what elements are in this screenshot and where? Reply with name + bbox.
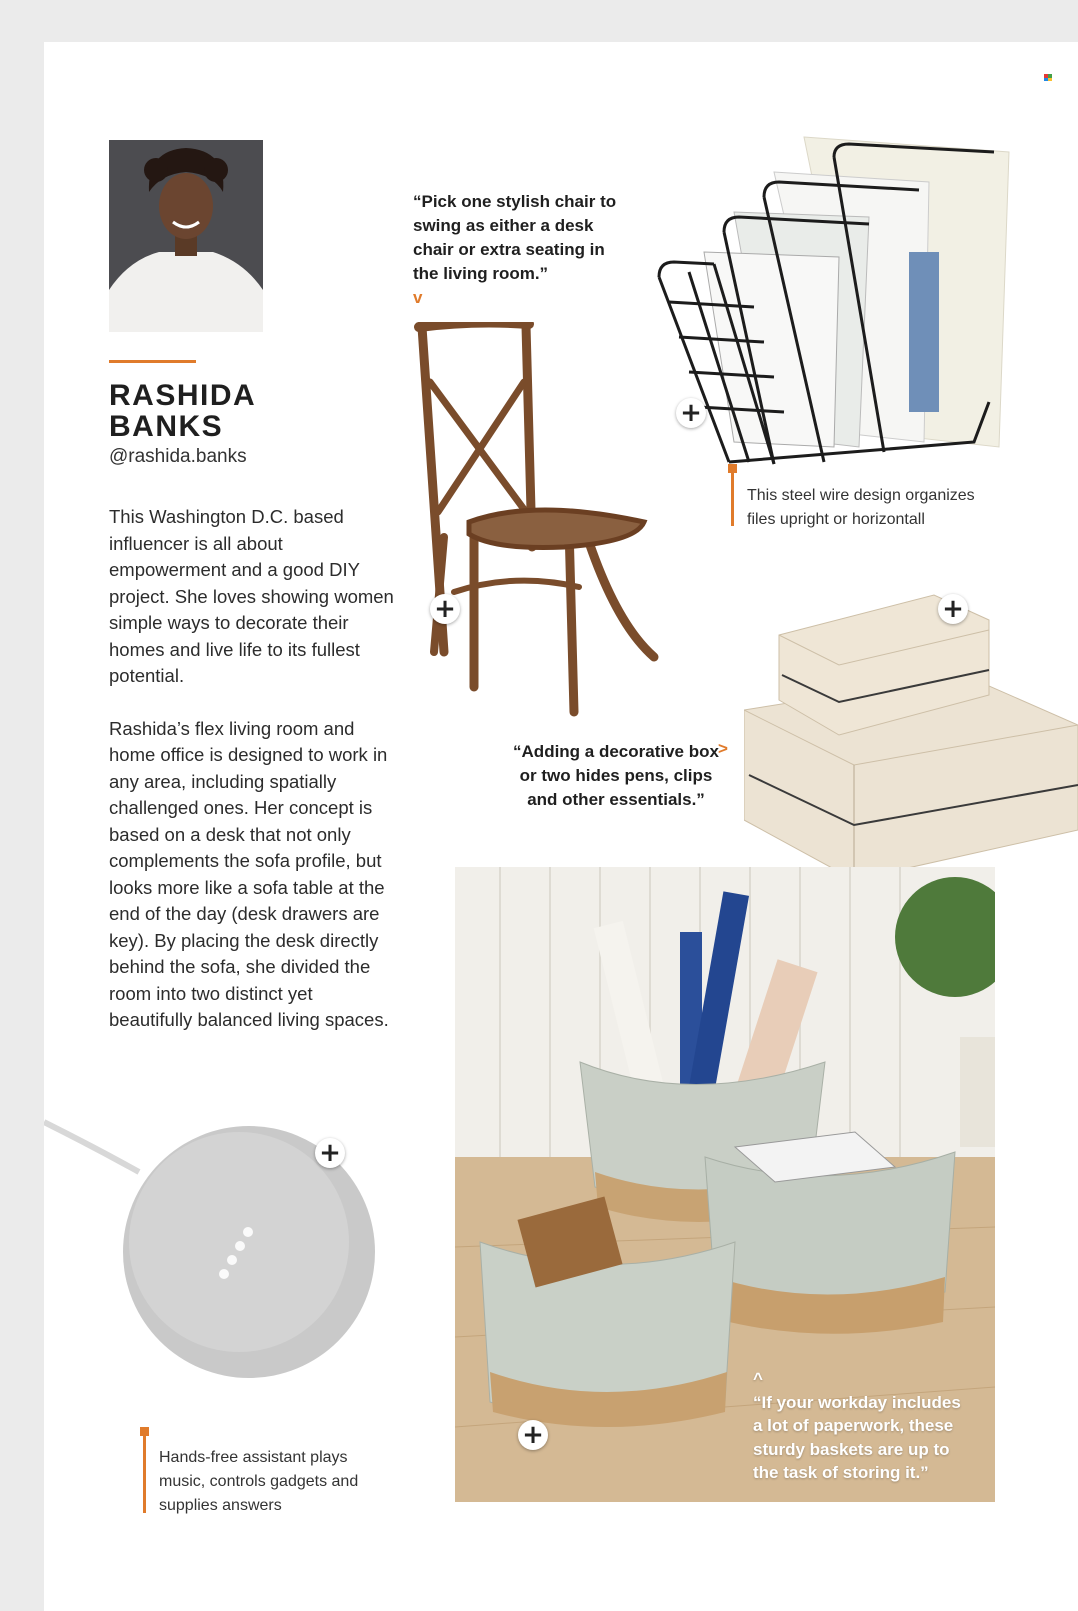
chair-quote: “Pick one stylish chair to swing as either a desk chair or extra seating in the living room.” v (413, 192, 617, 307)
file-organizer-caption: This steel wire design organizes files upright or horizontall (747, 487, 975, 528)
brand-mark-icon (1044, 74, 1052, 81)
plus-icon: + (680, 398, 702, 428)
plus-icon: + (522, 1420, 544, 1450)
baskets-quote-arrow: ^ (753, 1369, 763, 1388)
social-handle: @rashida.banks (109, 446, 247, 467)
chair-quote-arrow: v (413, 288, 423, 307)
add-baskets-button[interactable] (518, 1420, 548, 1450)
add-file-organizer-button[interactable] (676, 398, 706, 428)
box-quote-arrow: > (718, 739, 728, 758)
portrait-photo (109, 140, 263, 332)
add-chair-button[interactable] (430, 594, 460, 624)
bio-text (109, 504, 399, 1060)
decorative-box-illustration (744, 590, 1078, 890)
chair-illustration (414, 322, 664, 752)
baskets-quote: ^ “If your workday includes a lot of paperwork, these sturdy baskets are up to the task of storing it.” (753, 1369, 961, 1482)
magazine-page (44, 42, 1078, 1611)
caption-rule (143, 1427, 146, 1513)
add-smart-speaker-button[interactable] (315, 1138, 345, 1168)
file-organizer-illustration (654, 102, 1014, 472)
plus-icon: + (434, 594, 456, 624)
bio-paragraph: Rashida’s flex living room and home office is designed to work in any area, including spatially challenged ones. Her concept is based on a desk that not only complements the sofa profile, but looks more like a sofa table at the end of the day (desk drawers are key). By placing the desk directly behind the sofa, she divided the room into two distinct yet beautifully balanced living spaces. (109, 717, 389, 1030)
smart-speaker-caption: Hands-free assistant plays music, controls gadgets and supplies answers (159, 1449, 359, 1514)
caption-rule (731, 464, 734, 526)
bio-paragraph: This Washington D.C. based influencer is all about empowerment and a good DIY project. She loves showing women simple ways to decorate their homes and live life to its fullest potential. (109, 506, 394, 686)
accent-rule (109, 360, 196, 363)
plus-icon: + (942, 594, 964, 624)
baskets-illustration (455, 867, 995, 1502)
influencer-name: RASHIDA BANKS (109, 379, 257, 443)
plus-icon: + (319, 1138, 341, 1168)
add-decorative-box-button[interactable] (938, 594, 968, 624)
box-quote: “Adding a decorative box or two hides pens, clips and other essentials.” (513, 742, 719, 809)
